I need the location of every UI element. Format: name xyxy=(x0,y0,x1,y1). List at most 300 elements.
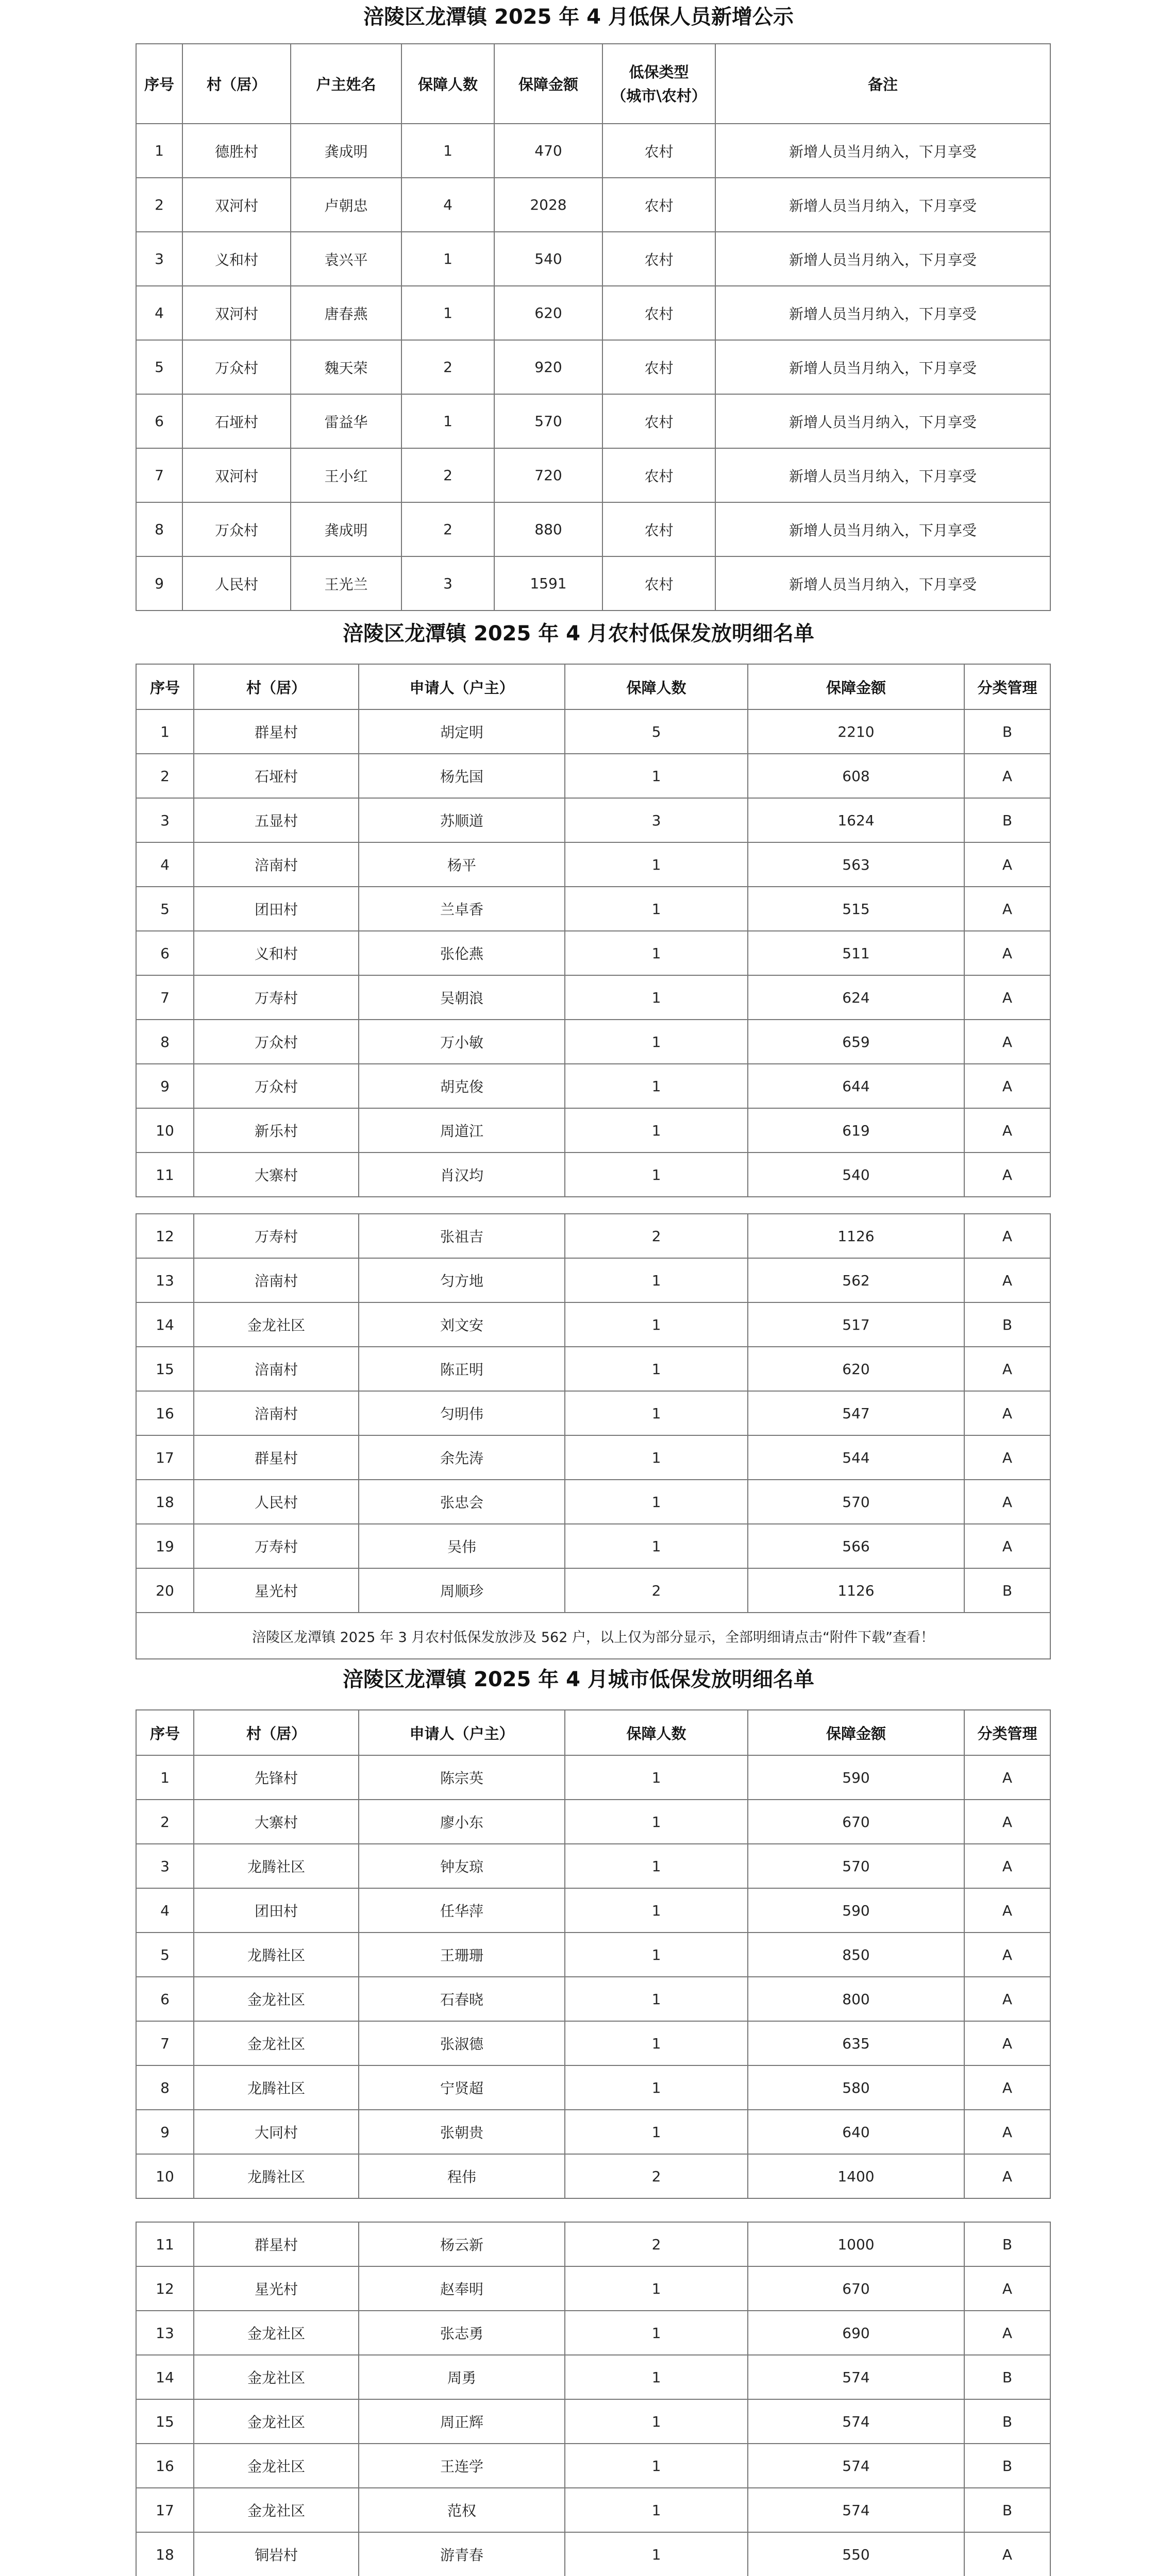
cell-amount: 570 xyxy=(748,1844,964,1888)
cell-amount: 1624 xyxy=(748,798,964,842)
cell-category: A xyxy=(964,1347,1050,1391)
cell-people: 1 xyxy=(565,1480,748,1524)
header-category: 分类管理 xyxy=(964,664,1050,709)
cell-type: 农村 xyxy=(602,502,715,556)
cell-category: B xyxy=(964,2355,1050,2399)
cell-index: 3 xyxy=(136,232,182,286)
header-applicant: 申请人（户主） xyxy=(359,664,565,709)
cell-applicant: 吴伟 xyxy=(359,1524,565,1568)
cell-applicant: 周道江 xyxy=(359,1108,565,1153)
cell-index: 5 xyxy=(136,887,194,931)
cell-village: 双河村 xyxy=(182,286,291,340)
header-type xyxy=(602,44,715,124)
cell-people: 1 xyxy=(565,1844,748,1888)
cell-people: 2 xyxy=(565,2222,748,2266)
cell-index: 18 xyxy=(136,2532,194,2576)
header-amount: 保障金额 xyxy=(748,664,964,709)
cell-people: 2 xyxy=(565,1214,748,1258)
table-row xyxy=(136,1435,1050,1480)
header-people: 保障人数 xyxy=(565,664,748,709)
cell-applicant: 赵奉明 xyxy=(359,2266,565,2311)
cell-index: 14 xyxy=(136,1302,194,1347)
header-applicant: 申请人（户主） xyxy=(359,1710,565,1755)
cell-people: 1 xyxy=(401,394,494,448)
cell-applicant: 杨先国 xyxy=(359,754,565,798)
cell-amount: 1126 xyxy=(748,1214,964,1258)
cell-village: 义和村 xyxy=(182,232,291,286)
cell-index: 7 xyxy=(136,975,194,1020)
cell-people: 1 xyxy=(401,286,494,340)
section1-title: 涪陵区龙潭镇 2025 年 4 月低保人员新增公示 xyxy=(363,5,794,29)
header-people: 保障人数 xyxy=(565,1710,748,1755)
cell-category: A xyxy=(964,1524,1050,1568)
table-row xyxy=(136,1302,1050,1347)
cell-amount: 517 xyxy=(748,1302,964,1347)
cell-index: 12 xyxy=(136,1214,194,1258)
cell-index: 16 xyxy=(136,2444,194,2488)
table-row xyxy=(136,931,1050,975)
cell-village: 群星村 xyxy=(194,2222,359,2266)
cell-remark: 新增人员当月纳入，下月享受 xyxy=(715,232,1050,286)
header-category: 分类管理 xyxy=(964,1710,1050,1755)
cell-amount: 563 xyxy=(748,842,964,887)
cell-applicant: 范权 xyxy=(359,2488,565,2532)
cell-index: 8 xyxy=(136,2065,194,2110)
cell-village: 先锋村 xyxy=(194,1755,359,1800)
table-row xyxy=(136,2355,1050,2399)
cell-people: 1 xyxy=(565,1302,748,1347)
cell-people: 1 xyxy=(565,1755,748,1800)
cell-amount: 574 xyxy=(748,2444,964,2488)
cell-index: 4 xyxy=(136,1888,194,1933)
cell-village: 人民村 xyxy=(182,556,291,611)
cell-category: A xyxy=(964,842,1050,887)
cell-amount: 511 xyxy=(748,931,964,975)
cell-type: 农村 xyxy=(602,340,715,394)
cell-index: 11 xyxy=(136,1153,194,1197)
cell-people: 1 xyxy=(565,2355,748,2399)
download-note: 涪陵区龙潭镇 2025 年 3 月农村低保发放涉及 562 户，以上仅为部分显示，全部明细请点击“附件下载”查看！ xyxy=(136,1613,1050,1659)
table-row xyxy=(136,1391,1050,1435)
cell-householder: 袁兴平 xyxy=(291,232,401,286)
cell-people: 2 xyxy=(565,1568,748,1613)
cell-people: 1 xyxy=(565,1977,748,2021)
table-row xyxy=(136,2266,1050,2311)
cell-village: 义和村 xyxy=(194,931,359,975)
cell-village: 涪南村 xyxy=(194,842,359,887)
table-row xyxy=(136,1755,1050,1800)
cell-applicant: 游青春 xyxy=(359,2532,565,2576)
table-row xyxy=(136,2532,1050,2576)
table-row xyxy=(136,556,1050,611)
cell-amount: 562 xyxy=(748,1258,964,1302)
table-note-row xyxy=(136,1613,1050,1659)
cell-applicant: 匀明伟 xyxy=(359,1391,565,1435)
cell-amount: 1000 xyxy=(748,2222,964,2266)
cell-village: 人民村 xyxy=(194,1480,359,1524)
cell-amount: 644 xyxy=(748,1064,964,1108)
cell-amount: 800 xyxy=(748,1977,964,2021)
cell-village: 万寿村 xyxy=(194,1524,359,1568)
cell-amount: 580 xyxy=(748,2065,964,2110)
cell-index: 17 xyxy=(136,2488,194,2532)
cell-amount: 635 xyxy=(748,2021,964,2065)
cell-category: A xyxy=(964,2065,1050,2110)
table-row xyxy=(136,124,1050,178)
cell-village: 金龙社区 xyxy=(194,2021,359,2065)
cell-applicant: 匀方地 xyxy=(359,1258,565,1302)
cell-index: 9 xyxy=(136,2110,194,2154)
cell-people: 1 xyxy=(565,887,748,931)
cell-index: 5 xyxy=(136,1933,194,1977)
cell-remark: 新增人员当月纳入，下月享受 xyxy=(715,502,1050,556)
cell-applicant: 周顺珍 xyxy=(359,1568,565,1613)
cell-category: B xyxy=(964,1568,1050,1613)
cell-amount: 570 xyxy=(748,1480,964,1524)
cell-applicant: 张伦燕 xyxy=(359,931,565,975)
cell-people: 1 xyxy=(565,1391,748,1435)
cell-index: 1 xyxy=(136,124,182,178)
cell-category: B xyxy=(964,798,1050,842)
header-amount: 保障金额 xyxy=(748,1710,964,1755)
header-village: 村（居） xyxy=(182,44,291,124)
cell-amount: 544 xyxy=(748,1435,964,1480)
cell-index: 9 xyxy=(136,556,182,611)
cell-index: 3 xyxy=(136,1844,194,1888)
cell-people: 3 xyxy=(401,556,494,611)
cell-amount: 540 xyxy=(494,232,602,286)
cell-people: 1 xyxy=(401,124,494,178)
cell-people: 4 xyxy=(401,178,494,232)
cell-amount: 550 xyxy=(748,2532,964,2576)
cell-amount: 574 xyxy=(748,2399,964,2444)
cell-householder: 龚成明 xyxy=(291,124,401,178)
cell-applicant: 王连学 xyxy=(359,2444,565,2488)
cell-applicant: 周勇 xyxy=(359,2355,565,2399)
cell-amount: 470 xyxy=(494,124,602,178)
cell-index: 4 xyxy=(136,286,182,340)
table-row xyxy=(136,2021,1050,2065)
cell-index: 7 xyxy=(136,2021,194,2065)
cell-applicant: 张朝贵 xyxy=(359,2110,565,2154)
cell-category: A xyxy=(964,1020,1050,1064)
cell-amount: 574 xyxy=(748,2355,964,2399)
cell-village: 万寿村 xyxy=(194,975,359,1020)
table-row xyxy=(136,286,1050,340)
cell-category: A xyxy=(964,1153,1050,1197)
cell-village: 涪南村 xyxy=(194,1391,359,1435)
header-index: 序号 xyxy=(136,1710,194,1755)
table-row xyxy=(136,1800,1050,1844)
cell-category: A xyxy=(964,887,1050,931)
cell-village: 龙腾社区 xyxy=(194,1844,359,1888)
table-row xyxy=(136,1214,1050,1258)
section2-title: 涪陵区龙潭镇 2025 年 4 月农村低保发放明细名单 xyxy=(343,622,814,646)
cell-index: 6 xyxy=(136,1977,194,2021)
cell-index: 11 xyxy=(136,2222,194,2266)
cell-amount: 590 xyxy=(748,1888,964,1933)
cell-category: A xyxy=(964,2532,1050,2576)
cell-category: A xyxy=(964,1933,1050,1977)
header-type-line2: （城市\农村） xyxy=(611,87,707,105)
cell-category: A xyxy=(964,1435,1050,1480)
cell-village: 大同村 xyxy=(194,2110,359,2154)
cell-village: 金龙社区 xyxy=(194,2444,359,2488)
cell-index: 10 xyxy=(136,2154,194,2198)
cell-people: 1 xyxy=(565,2444,748,2488)
cell-householder: 王小红 xyxy=(291,448,401,502)
cell-people: 1 xyxy=(565,2532,748,2576)
cell-applicant: 余先涛 xyxy=(359,1435,565,1480)
cell-category: B xyxy=(964,2444,1050,2488)
cell-village: 万众村 xyxy=(194,1064,359,1108)
table-row xyxy=(136,2222,1050,2266)
cell-amount: 1400 xyxy=(748,2154,964,2198)
cell-amount: 620 xyxy=(748,1347,964,1391)
cell-index: 2 xyxy=(136,178,182,232)
table-row xyxy=(136,1524,1050,1568)
cell-index: 16 xyxy=(136,1391,194,1435)
cell-householder: 雷益华 xyxy=(291,394,401,448)
cell-people: 1 xyxy=(565,931,748,975)
cell-index: 15 xyxy=(136,2399,194,2444)
cell-amount: 608 xyxy=(748,754,964,798)
cell-people: 1 xyxy=(565,2266,748,2311)
cell-people: 2 xyxy=(401,340,494,394)
table-row xyxy=(136,1888,1050,1933)
cell-category: A xyxy=(964,1064,1050,1108)
table-row xyxy=(136,394,1050,448)
header-village: 村（居） xyxy=(194,1710,359,1755)
cell-amount: 590 xyxy=(748,1755,964,1800)
table-row xyxy=(136,1480,1050,1524)
cell-index: 8 xyxy=(136,502,182,556)
cell-people: 1 xyxy=(565,2021,748,2065)
cell-village: 龙腾社区 xyxy=(194,2154,359,2198)
cell-index: 2 xyxy=(136,754,194,798)
cell-village: 德胜村 xyxy=(182,124,291,178)
cell-people: 1 xyxy=(565,1347,748,1391)
cell-village: 金龙社区 xyxy=(194,2399,359,2444)
cell-people: 1 xyxy=(565,975,748,1020)
table-row xyxy=(136,709,1050,754)
cell-index: 8 xyxy=(136,1020,194,1064)
cell-village: 群星村 xyxy=(194,1435,359,1480)
cell-applicant: 肖汉均 xyxy=(359,1153,565,1197)
cell-village: 新乐村 xyxy=(194,1108,359,1153)
cell-category: B xyxy=(964,2222,1050,2266)
cell-amount: 624 xyxy=(748,975,964,1020)
table-row xyxy=(136,2311,1050,2355)
table-row xyxy=(136,754,1050,798)
cell-householder: 魏天荣 xyxy=(291,340,401,394)
cell-householder: 卢朝忠 xyxy=(291,178,401,232)
cell-applicant: 兰卓香 xyxy=(359,887,565,931)
cell-people: 1 xyxy=(565,2399,748,2444)
section3-title: 涪陵区龙潭镇 2025 年 4 月城市低保发放明细名单 xyxy=(343,1668,814,1691)
cell-village: 万众村 xyxy=(182,502,291,556)
cell-householder: 王光兰 xyxy=(291,556,401,611)
cell-village: 石垭村 xyxy=(194,754,359,798)
table-row xyxy=(136,448,1050,502)
cell-applicant: 杨平 xyxy=(359,842,565,887)
cell-index: 12 xyxy=(136,2266,194,2311)
rural-payout-table-part2 xyxy=(136,1213,1051,1659)
cell-people: 1 xyxy=(565,1020,748,1064)
table-row xyxy=(136,1108,1050,1153)
cell-remark: 新增人员当月纳入，下月享受 xyxy=(715,124,1050,178)
cell-type: 农村 xyxy=(602,232,715,286)
cell-index: 13 xyxy=(136,1258,194,1302)
cell-amount: 720 xyxy=(494,448,602,502)
table-row xyxy=(136,2399,1050,2444)
cell-village: 龙腾社区 xyxy=(194,1933,359,1977)
cell-people: 1 xyxy=(565,1064,748,1108)
cell-people: 1 xyxy=(565,2311,748,2355)
cell-people: 3 xyxy=(565,798,748,842)
cell-village: 星光村 xyxy=(194,1568,359,1613)
cell-people: 2 xyxy=(565,2154,748,2198)
cell-village: 双河村 xyxy=(182,178,291,232)
cell-village: 团田村 xyxy=(194,887,359,931)
cell-index: 13 xyxy=(136,2311,194,2355)
cell-village: 金龙社区 xyxy=(194,2311,359,2355)
cell-index: 17 xyxy=(136,1435,194,1480)
cell-applicant: 张忠会 xyxy=(359,1480,565,1524)
header-amount: 保障金额 xyxy=(494,44,602,124)
cell-index: 1 xyxy=(136,709,194,754)
cell-amount: 574 xyxy=(748,2488,964,2532)
cell-type: 农村 xyxy=(602,286,715,340)
cell-people: 2 xyxy=(401,502,494,556)
cell-category: A xyxy=(964,1800,1050,1844)
table-row xyxy=(136,1064,1050,1108)
cell-amount: 570 xyxy=(494,394,602,448)
cell-amount: 659 xyxy=(748,1020,964,1064)
cell-people: 1 xyxy=(565,1153,748,1197)
table-row xyxy=(136,1258,1050,1302)
cell-index: 3 xyxy=(136,798,194,842)
cell-index: 6 xyxy=(136,394,182,448)
cell-type: 农村 xyxy=(602,556,715,611)
cell-applicant: 张志勇 xyxy=(359,2311,565,2355)
cell-category: A xyxy=(964,1480,1050,1524)
cell-village: 群星村 xyxy=(194,709,359,754)
header-householder: 户主姓名 xyxy=(291,44,401,124)
cell-index: 1 xyxy=(136,1755,194,1800)
rural-payout-table-part1 xyxy=(136,664,1051,1197)
cell-village: 铜岩村 xyxy=(194,2532,359,2576)
cell-category: B xyxy=(964,2488,1050,2532)
cell-applicant: 胡克俊 xyxy=(359,1064,565,1108)
cell-amount: 620 xyxy=(494,286,602,340)
header-index: 序号 xyxy=(136,664,194,709)
cell-applicant: 杨云新 xyxy=(359,2222,565,2266)
urban-payout-table-part1 xyxy=(136,1709,1051,2199)
table-row xyxy=(136,232,1050,286)
cell-applicant: 任华萍 xyxy=(359,1888,565,1933)
table-header-row xyxy=(136,1710,1050,1755)
cell-type: 农村 xyxy=(602,178,715,232)
table-row xyxy=(136,2488,1050,2532)
header-village: 村（居） xyxy=(194,664,359,709)
cell-index: 2 xyxy=(136,1800,194,1844)
cell-amount: 690 xyxy=(748,2311,964,2355)
header-people: 保障人数 xyxy=(401,44,494,124)
table-row xyxy=(136,1020,1050,1064)
cell-applicant: 陈宗英 xyxy=(359,1755,565,1800)
cell-people: 2 xyxy=(401,448,494,502)
cell-people: 1 xyxy=(565,2065,748,2110)
cell-village: 涪南村 xyxy=(194,1347,359,1391)
cell-amount: 1126 xyxy=(748,1568,964,1613)
cell-applicant: 陈正明 xyxy=(359,1347,565,1391)
table-row xyxy=(136,2065,1050,2110)
cell-category: A xyxy=(964,1844,1050,1888)
cell-people: 1 xyxy=(565,1800,748,1844)
cell-village: 大寨村 xyxy=(194,1153,359,1197)
cell-remark: 新增人员当月纳入，下月享受 xyxy=(715,286,1050,340)
cell-householder: 唐春燕 xyxy=(291,286,401,340)
table-row xyxy=(136,2110,1050,2154)
cell-people: 5 xyxy=(565,709,748,754)
cell-category: B xyxy=(964,1302,1050,1347)
cell-applicant: 吴朝浪 xyxy=(359,975,565,1020)
cell-amount: 2210 xyxy=(748,709,964,754)
cell-people: 1 xyxy=(565,1933,748,1977)
cell-applicant: 张祖吉 xyxy=(359,1214,565,1258)
table-row xyxy=(136,1844,1050,1888)
cell-village: 金龙社区 xyxy=(194,1302,359,1347)
cell-category: A xyxy=(964,1755,1050,1800)
cell-people: 1 xyxy=(565,1108,748,1153)
cell-type: 农村 xyxy=(602,448,715,502)
cell-people: 1 xyxy=(565,1888,748,1933)
cell-index: 9 xyxy=(136,1064,194,1108)
cell-village: 万众村 xyxy=(182,340,291,394)
table-header-row xyxy=(136,664,1050,709)
cell-category: A xyxy=(964,1258,1050,1302)
cell-amount: 880 xyxy=(494,502,602,556)
cell-village: 金龙社区 xyxy=(194,1977,359,2021)
new-enrollees-table xyxy=(136,43,1051,611)
cell-category: A xyxy=(964,931,1050,975)
cell-category: A xyxy=(964,2311,1050,2355)
cell-category: A xyxy=(964,2266,1050,2311)
cell-index: 6 xyxy=(136,931,194,975)
cell-remark: 新增人员当月纳入，下月享受 xyxy=(715,556,1050,611)
table-row xyxy=(136,2154,1050,2198)
cell-amount: 619 xyxy=(748,1108,964,1153)
header-index: 序号 xyxy=(136,44,182,124)
cell-amount: 566 xyxy=(748,1524,964,1568)
cell-applicant: 石春晓 xyxy=(359,1977,565,2021)
table-row xyxy=(136,178,1050,232)
table-row xyxy=(136,1977,1050,2021)
table-row xyxy=(136,798,1050,842)
cell-index: 14 xyxy=(136,2355,194,2399)
cell-householder: 龚成明 xyxy=(291,502,401,556)
cell-applicant: 王珊珊 xyxy=(359,1933,565,1977)
cell-amount: 547 xyxy=(748,1391,964,1435)
cell-applicant: 刘文安 xyxy=(359,1302,565,1347)
cell-category: B xyxy=(964,709,1050,754)
cell-village: 龙腾社区 xyxy=(194,2065,359,2110)
cell-amount: 640 xyxy=(748,2110,964,2154)
cell-index: 20 xyxy=(136,1568,194,1613)
table-row xyxy=(136,842,1050,887)
table-row xyxy=(136,502,1050,556)
